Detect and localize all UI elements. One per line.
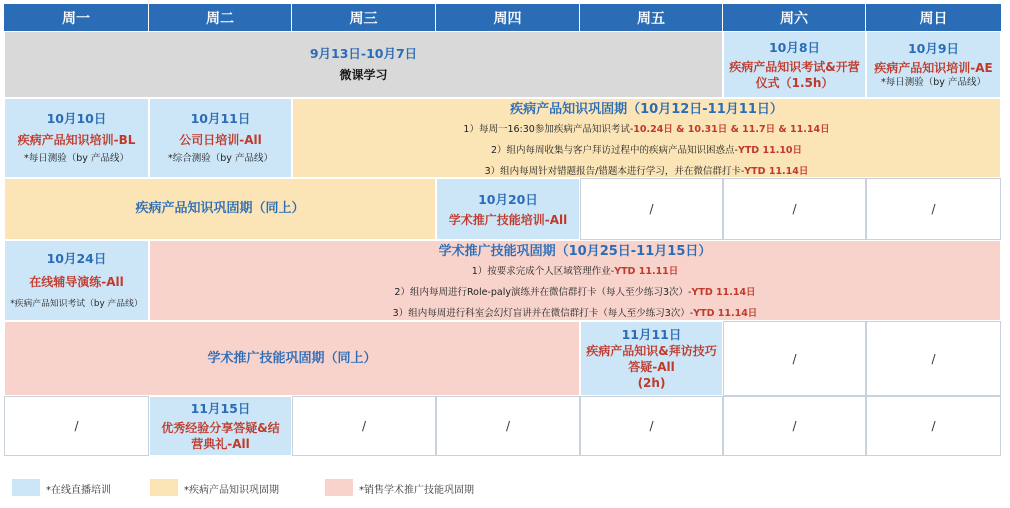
empty-cell <box>436 396 580 456</box>
event-note: *综合测验（by 产品线） <box>168 153 273 164</box>
event-oct20 <box>436 178 580 240</box>
empty-cell <box>723 321 866 396</box>
microlearning-date: 9月13日-10月7日 <box>309 46 418 61</box>
event-note: *每日测验（by 产品线） <box>24 153 129 164</box>
event-title: 疾病产品知识培训-BL <box>17 133 136 147</box>
skill-item: 1）按要求完成个人区域管理作业-YTD 11.11日 <box>471 266 679 277</box>
consolidation-title: 疾病产品知识巩固期（10月12日-11月11日） <box>510 102 783 117</box>
legend-swatch-skill <box>325 479 353 496</box>
empty-cell <box>866 321 1001 396</box>
event-date: 10月20日 <box>478 191 538 207</box>
empty-slash: / <box>931 351 936 366</box>
empty-cell <box>292 396 436 456</box>
empty-cell <box>866 396 1001 456</box>
event-date: 10月11日 <box>190 111 251 126</box>
empty-cell <box>866 178 1001 240</box>
header-saturday: 周六 <box>723 4 866 31</box>
event-title: 疾病产品知识&拜访技巧答疑-All <box>586 344 717 374</box>
skill-consolidation <box>149 240 1001 321</box>
skill-item: 3）组内每周进行科室会幻灯盲讲并在微信群打卡（每人至少练习3次）-YTD 11.14日 <box>392 308 758 319</box>
event-title: 学术推广技能培训-All <box>448 212 568 227</box>
event-date: 10月24日 <box>46 251 107 266</box>
header-sunday: 周日 <box>866 4 1001 31</box>
skill-item: 2）组内每周进行Role-paly演练并在微信群打卡（每人至少练习3次）-YTD 11.14日 <box>394 287 756 298</box>
header-thursday: 周四 <box>436 4 580 31</box>
empty-slash: / <box>792 202 797 216</box>
event-date: 10月8日 <box>768 39 821 55</box>
empty-slash: / <box>792 351 797 366</box>
legend-swatch-live <box>12 479 40 496</box>
empty-slash: / <box>505 419 511 433</box>
consolidation-item: 3）组内每周针对错题报告/错题本进行学习，并在微信群打卡-YTD 11.14日 <box>484 166 809 177</box>
disease-knowledge-consolidation <box>292 98 1001 178</box>
legend-label-skill: *销售学术推广技能巩固期 <box>359 485 474 496</box>
microlearning-title: 微课学习 <box>339 68 388 82</box>
header-wednesday: 周三 <box>292 4 436 31</box>
event-note: *疾病产品知识考试（by 产品线） <box>10 299 143 309</box>
consolidation-title: 疾病产品知识巩固期（同上） <box>135 201 305 216</box>
skill-title: 学术推广技能巩固期（10月25日-11月15日） <box>438 244 712 259</box>
event-duration: (2h) <box>637 376 666 390</box>
event-title: 优秀经验分享答疑&结营典礼-All <box>161 421 280 451</box>
event-title: 疾病产品知识培训-AE <box>874 60 993 75</box>
empty-cell <box>580 178 723 240</box>
event-title: 疾病产品知识考试&开营仪式（1.5h） <box>729 59 860 90</box>
empty-cell <box>580 396 723 456</box>
empty-slash: / <box>361 419 367 433</box>
skill-consolidation-same <box>4 321 580 396</box>
event-oct11 <box>149 98 292 178</box>
empty-slash: / <box>74 419 79 433</box>
empty-slash: / <box>792 419 797 433</box>
empty-slash: / <box>931 419 936 433</box>
event-oct8 <box>723 31 866 98</box>
event-nov15 <box>149 396 292 456</box>
empty-slash: / <box>931 202 936 216</box>
empty-slash: / <box>649 202 654 216</box>
event-title: 在线辅导演练-All <box>29 275 124 289</box>
event-date: 10月10日 <box>46 111 107 126</box>
header-tuesday: 周二 <box>149 4 292 31</box>
empty-cell <box>4 396 149 456</box>
event-nov11 <box>580 321 723 396</box>
legend-swatch-knowledge <box>150 479 178 496</box>
event-note: *每日测验（by 产品线） <box>881 76 986 88</box>
skill-title: 学术推广技能巩固期（同上） <box>207 350 377 366</box>
consolidation-item: 1）每周一16:30参加疾病产品知识考试-10.24日 & 10.31日 & 11.7日 & 11.14日 <box>463 124 830 135</box>
legend-label-live: *在线直播培训 <box>46 485 111 496</box>
event-date: 10月9日 <box>907 40 960 56</box>
consolidation-item: 2）组内每周收集与客户拜访过程中的疾病产品知识困惑点-YTD 11.10日 <box>490 145 803 156</box>
empty-cell <box>723 178 866 240</box>
header-friday: 周五 <box>580 4 723 31</box>
event-oct10 <box>4 98 149 178</box>
header-monday: 周一 <box>4 4 149 31</box>
legend-label-knowledge: *疾病产品知识巩固期 <box>184 485 279 496</box>
event-oct9 <box>866 31 1001 98</box>
event-oct24 <box>4 240 149 321</box>
disease-knowledge-consolidation-same <box>4 178 436 240</box>
empty-slash: / <box>649 419 654 433</box>
microlearning-cell <box>4 31 723 98</box>
empty-cell <box>723 396 866 456</box>
event-date: 11月15日 <box>190 401 251 416</box>
event-date: 11月11日 <box>621 327 682 342</box>
event-title: 公司日培训-All <box>179 133 262 147</box>
